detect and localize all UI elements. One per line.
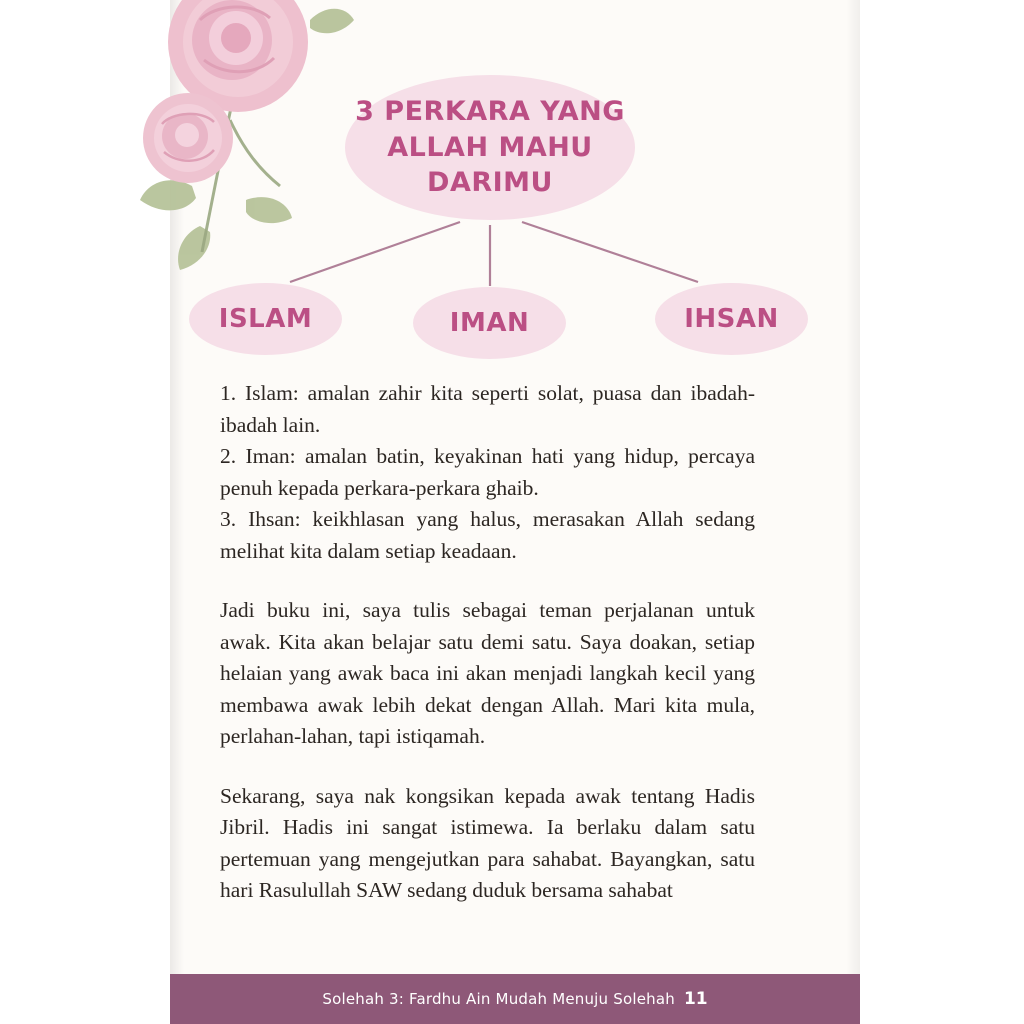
- list-item: 1. Islam: amalan zahir kita seperti solat, puasa dan ibadah-ibadah lain.: [220, 381, 755, 437]
- diagram-node-iman: [413, 287, 566, 359]
- concept-diagram: [170, 50, 860, 370]
- diagram-node-ihsan: [655, 283, 808, 355]
- page-body-text: [220, 378, 755, 907]
- page-number: 11: [683, 989, 708, 1009]
- page-footer: [170, 974, 860, 1024]
- diagram-node-iman-label: IMAN: [449, 308, 530, 338]
- paragraph: Jadi buku ini, saya tulis sebagai teman perjalanan untuk awak. Kita akan belajar satu demi satu. Saya doakan, setiap helaian yang awak baca ini akan menjadi langkah kecil yang membawa awak lebih dekat dengan Allah. Mari kita mula, perlahan-lahan, tapi istiqamah.: [220, 598, 755, 748]
- list-item: 3. Ihsan: keikhlasan yang halus, merasakan Allah sedang melihat kita dalam setiap keadaan.: [220, 507, 755, 563]
- list-item: 2. Iman: amalan batin, keyakinan hati yang hidup, percaya penuh kepada perkara-perkara ghaib.: [220, 444, 755, 500]
- footer-title: Solehah 3: Fardhu Ain Mudah Menuju Solehah: [322, 990, 675, 1008]
- diagram-node-ihsan-label: IHSAN: [684, 304, 779, 334]
- diagram-node-islam: [189, 283, 342, 355]
- diagram-root-label: 3 PERKARA YANG ALLAH MAHU DARIMU: [355, 96, 625, 199]
- diagram-node-islam-label: ISLAM: [218, 304, 313, 334]
- diagram-root-node: [345, 75, 635, 220]
- numbered-list: [220, 378, 755, 567]
- paragraph: Sekarang, saya nak kongsikan kepada awak tentang Hadis Jibril. Hadis ini sangat istimewa. Ia berlaku dalam satu pertemuan yang mengejutkan para sahabat. Bayangkan, satu hari Rasulullah SAW sedang duduk bersama sahabat: [220, 783, 755, 902]
